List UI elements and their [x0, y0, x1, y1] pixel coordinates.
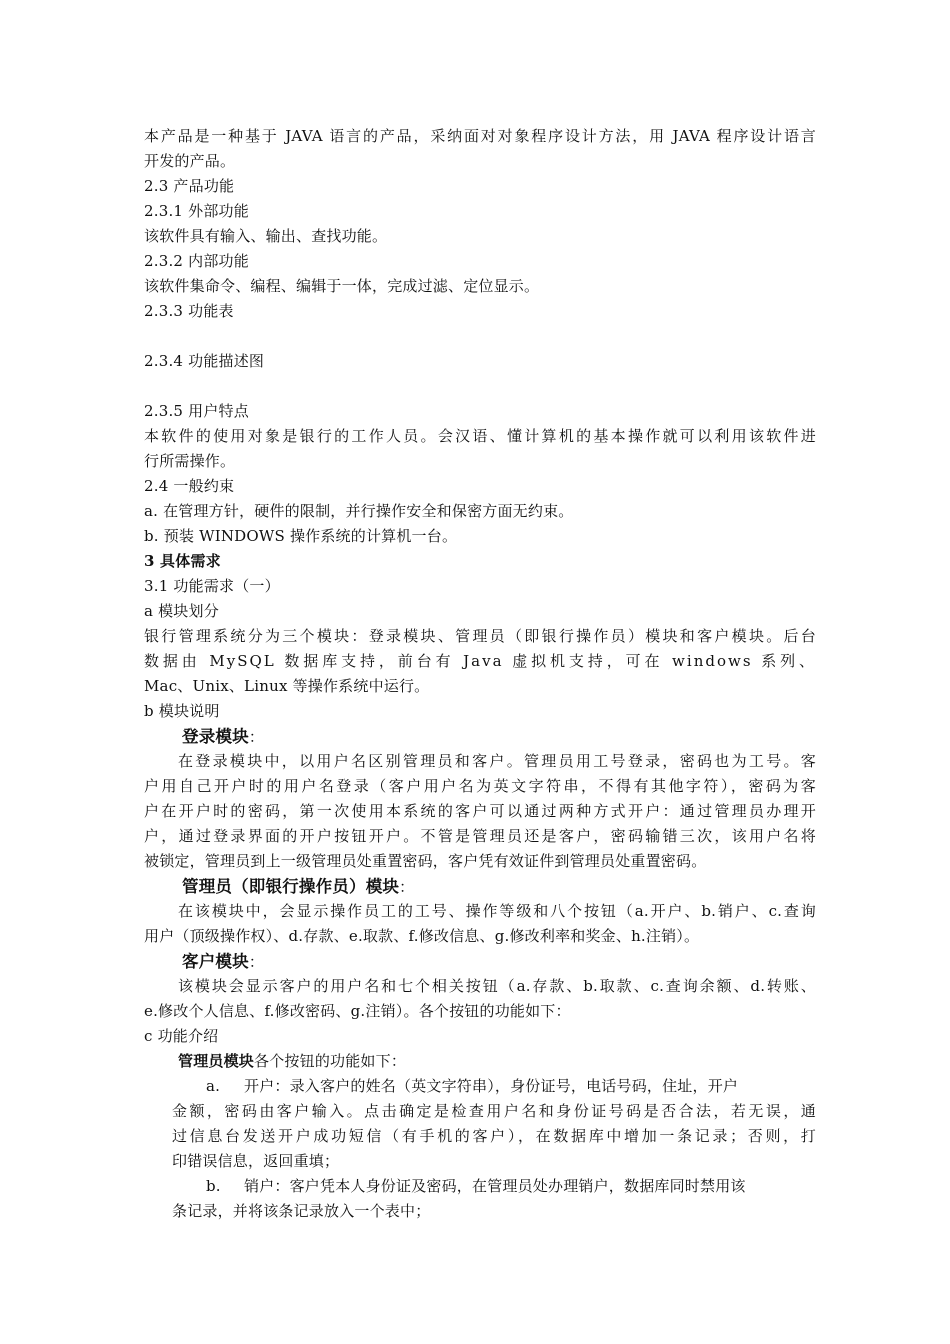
item-heading: a 模块划分: [144, 602, 219, 620]
subsection-heading: 2.3.1 外部功能: [144, 202, 249, 220]
paragraph-line: 印错误信息，返回重填；: [172, 1152, 340, 1170]
module-title: 客户模块: [182, 952, 249, 971]
paragraph-line: 户用自己开户时的用户名登录（客户用户名为英文字符串，不得有其他字符），密码为客: [144, 777, 816, 795]
list-marker: a.: [206, 1077, 221, 1095]
module-title: 管理员（即银行操作员）模块: [182, 877, 400, 896]
paragraph-line: 金额，密码由客户输入。点击确定是检查用户名和身份证号码是否合法，若无误，通: [172, 1102, 816, 1120]
module-title-colon: ：: [248, 728, 265, 746]
chapter-heading: 3 具体需求: [144, 552, 221, 570]
paragraph-line: 户在开户时的密码，第一次使用本系统的客户可以通过两种方式开户：通过管理员办理开: [144, 802, 816, 820]
paragraph-line: 银行管理系统分为三个模块：登录模块、管理员（即银行操作员）模块和客户模块。后台: [144, 627, 816, 645]
module-title-colon: ：: [248, 953, 265, 971]
paragraph-line: 该软件具有输入、输出、查找功能。: [144, 227, 388, 245]
module-heading-admin: [144, 874, 816, 899]
section-heading: 3.1 功能需求（一）: [144, 577, 280, 595]
function-item-text: 销户：客户凭本人身份证及密码，在管理员处办理销户，数据库同时禁用该: [244, 1177, 746, 1195]
section-heading: 2.3 产品功能: [144, 177, 235, 195]
section-heading: 2.4 一般约束: [144, 477, 235, 495]
function-item-b: [144, 1174, 816, 1199]
blank-line: [144, 324, 816, 349]
paragraph-line: 该模块会显示客户的用户名和七个相关按钮（a.存款、b.取款、c.查询余额、d.转账、: [178, 977, 816, 995]
function-intro-bold: 管理员模块: [178, 1052, 255, 1070]
function-intro: [144, 1049, 816, 1074]
function-item-a: [144, 1074, 816, 1099]
module-title-colon: ：: [399, 878, 415, 896]
item-heading: c 功能介绍: [144, 1027, 219, 1045]
subsection-heading: 2.3.3 功能表: [144, 302, 234, 320]
paragraph-line: 本软件的使用对象是银行的工作人员。会汉语、懂计算机的基本操作就可以利用该软件进: [144, 427, 816, 445]
paragraph-line: 在登录模块中，以用户名区别管理员和客户。管理员用工号登录，密码也为工号。客: [178, 752, 816, 770]
paragraph-line: 用户（顶级操作权）、d.存款、e.取款、f.修改信息、g.修改利率和奖金、h.注销）。: [144, 927, 700, 945]
paragraph-line: 该软件集命令、编程、编辑于一体，完成过滤、定位显示。: [144, 277, 540, 295]
subsection-heading: 2.3.2 内部功能: [144, 252, 249, 270]
item-heading: b 模块说明: [144, 702, 220, 720]
paragraph-line: 户，通过登录界面的开户按钮开户。不管是管理员还是客户，密码输错三次，该用户名将: [144, 827, 816, 845]
paragraph-line: 被锁定，管理员到上一级管理员处重置密码，客户凭有效证件到管理员处重置密码。: [144, 852, 707, 870]
document-body: [144, 124, 816, 1224]
module-heading-login: [144, 724, 816, 749]
paragraph-line: 过信息台发送开户成功短信（有手机的客户），在数据库中增加一条记录；否则，打: [172, 1127, 816, 1145]
module-heading-client: [144, 949, 816, 974]
list-item: a. 在管理方针，硬件的限制，并行操作安全和保密方面无约束。: [144, 502, 574, 520]
paragraph-line: 本产品是一种基于 JAVA 语言的产品，采纳面对对象程序设计方法，用 JAVA 程序设计语言: [144, 127, 816, 145]
blank-line: [144, 374, 816, 399]
paragraph-line: Mac、Unix、Linux 等操作系统中运行。: [144, 677, 430, 695]
paragraph-line: e.修改个人信息、f.修改密码、g.注销）。各个按钮的功能如下：: [144, 1002, 571, 1020]
list-item: b. 预装 WINDOWS 操作系统的计算机一台。: [144, 527, 458, 545]
paragraph-line: 数据由 MySQL 数据库支持，前台有 Java 虚拟机支持，可在 windows 系列、: [144, 652, 816, 670]
list-marker: b.: [206, 1177, 221, 1195]
subsection-heading: 2.3.4 功能描述图: [144, 352, 265, 370]
function-item-text: 开户：录入客户的姓名（英文字符串），身份证号，电话号码，住址，开户: [244, 1077, 739, 1095]
subsection-heading: 2.3.5 用户特点: [144, 402, 249, 420]
module-title: 登录模块: [182, 727, 249, 746]
paragraph-line: 条记录，并将该条记录放入一个表中；: [172, 1202, 431, 1220]
paragraph-line: 行所需操作。: [144, 452, 236, 470]
function-intro-rest: 各个按钮的功能如下：: [254, 1052, 407, 1070]
paragraph-line: 在该模块中，会显示操作员工的工号、操作等级和八个按钮（a.开户、b.销户、c.查询: [178, 902, 816, 920]
paragraph-line: 开发的产品。: [144, 152, 236, 170]
